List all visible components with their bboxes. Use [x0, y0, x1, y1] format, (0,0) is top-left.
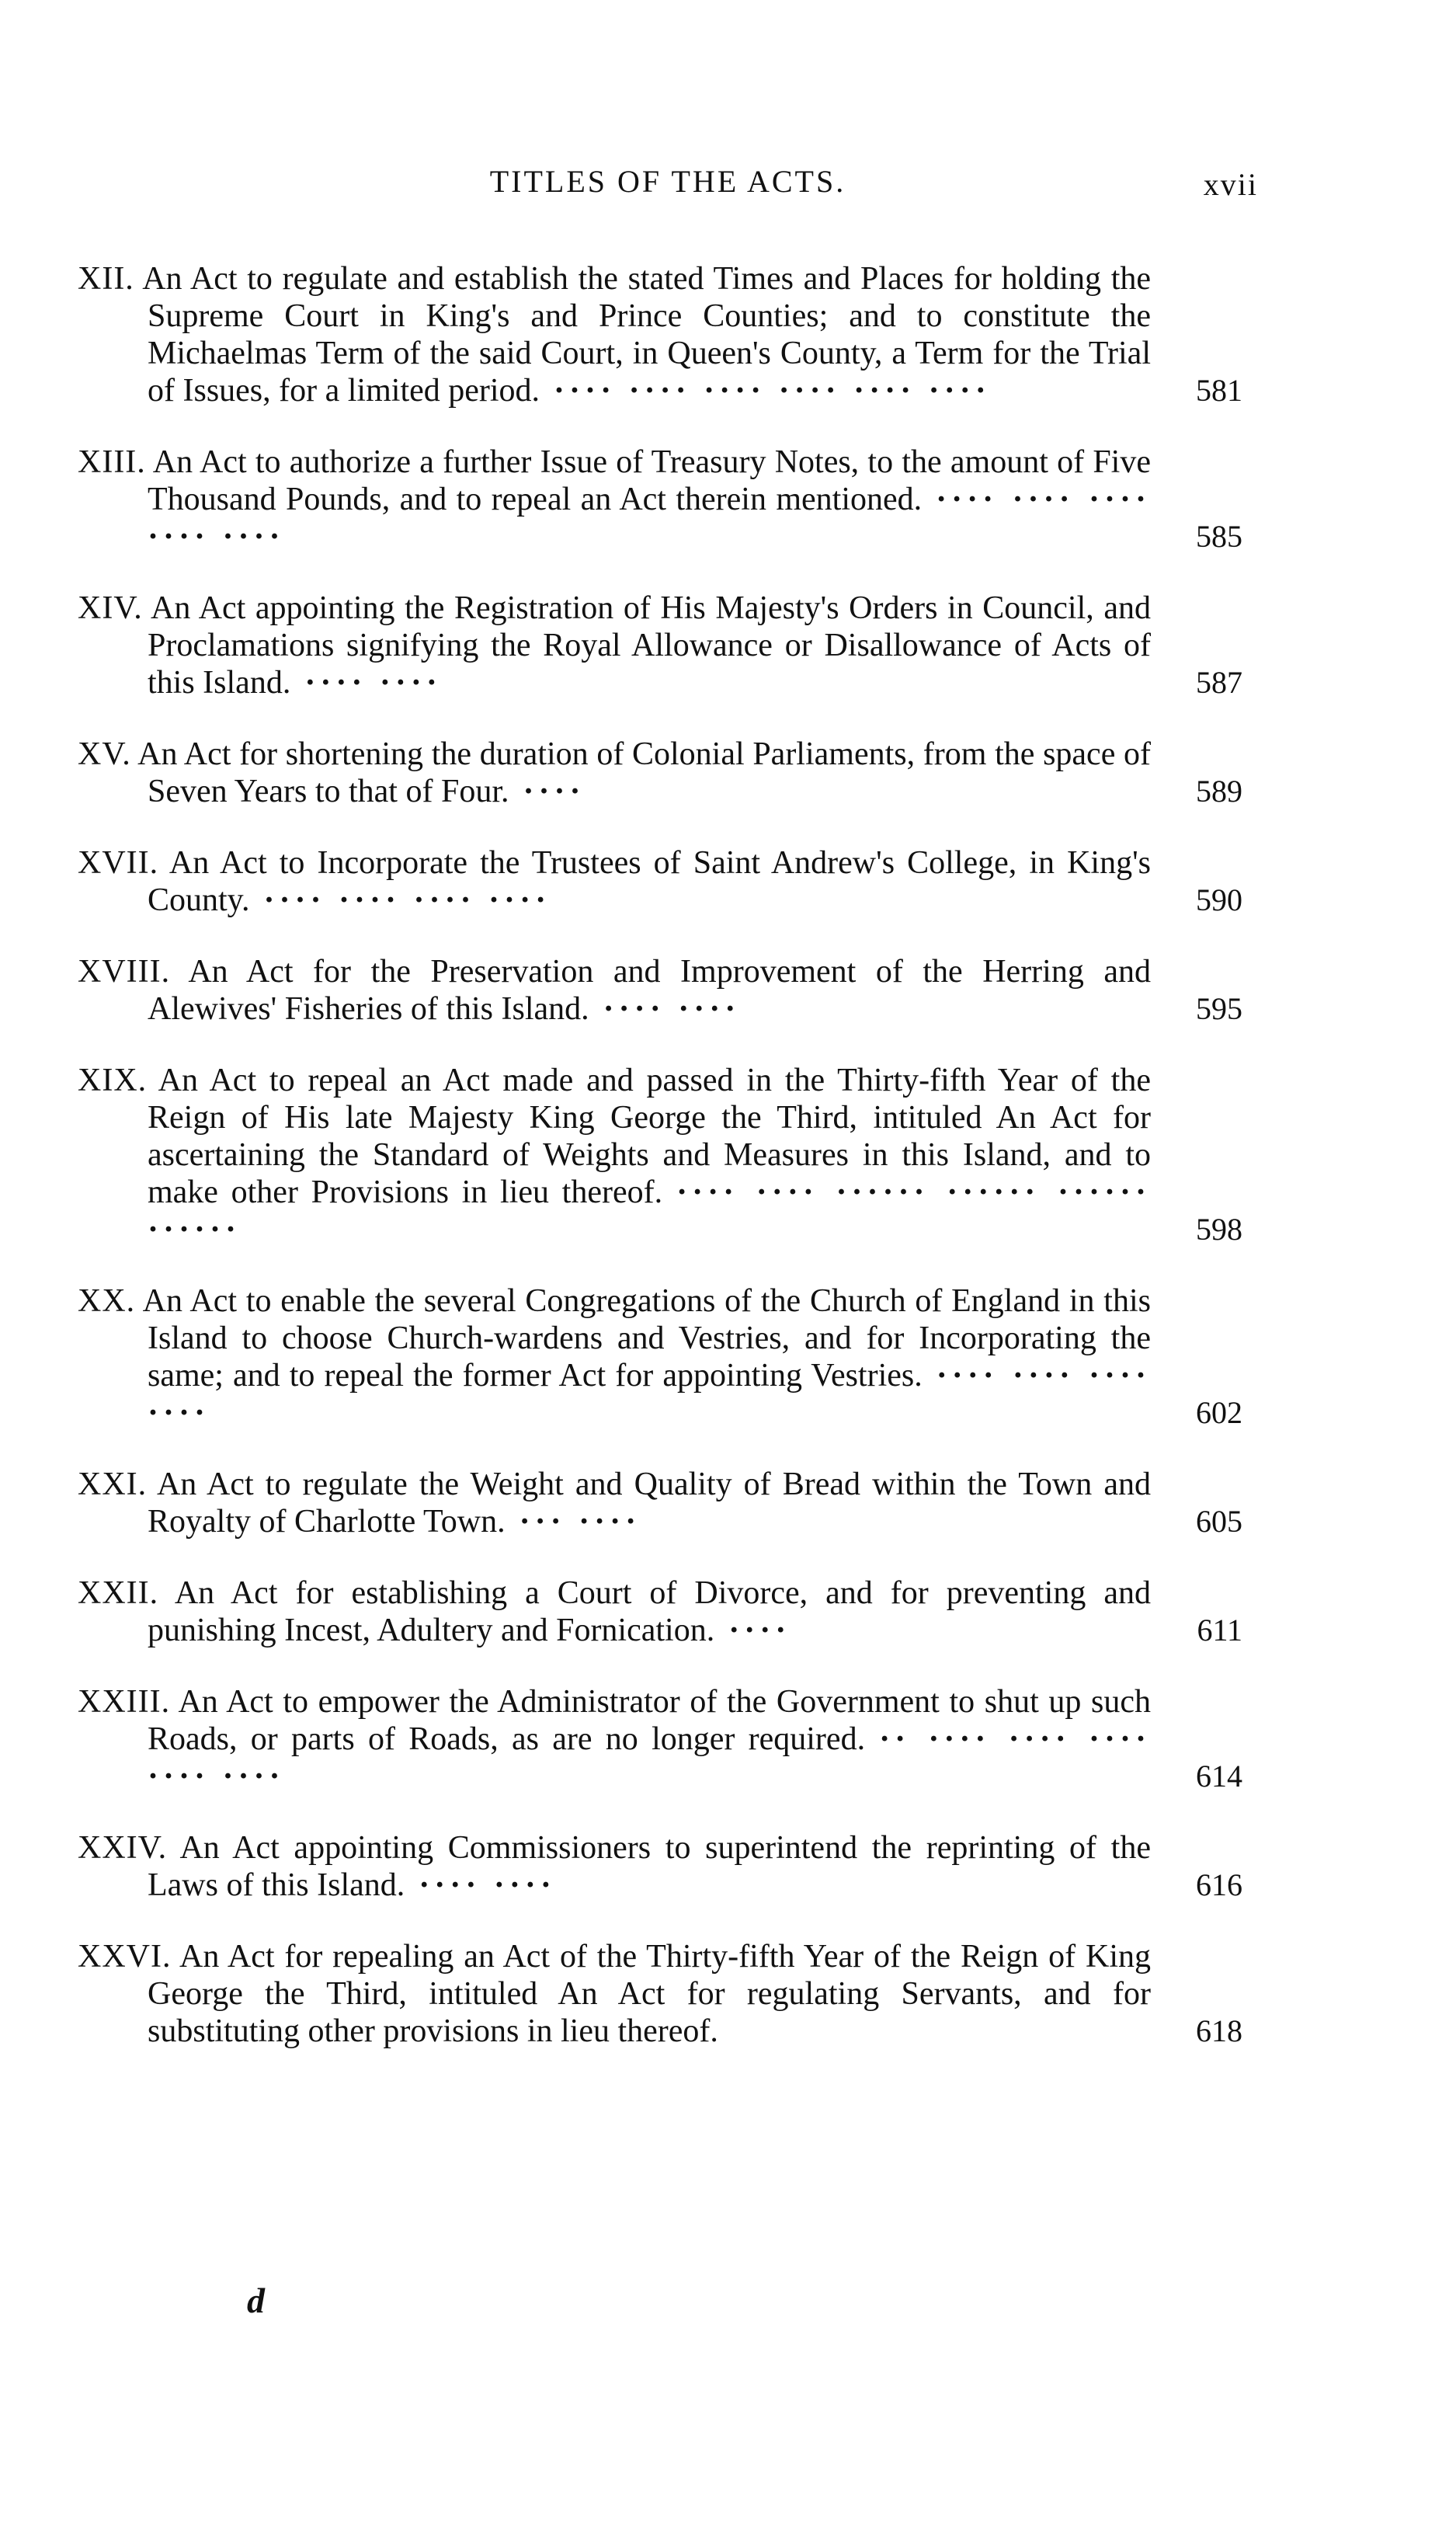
dot-leader: ···· ····	[304, 665, 442, 701]
act-number: XIV.	[78, 590, 143, 626]
act-entry-xvii	[78, 844, 1242, 919]
act-entry-xxiv	[78, 1829, 1242, 1904]
act-page-number: 605	[1196, 1504, 1242, 1539]
act-number: XVIII.	[78, 954, 171, 990]
act-number: XXI.	[78, 1467, 148, 1502]
act-number: XIX.	[78, 1063, 148, 1098]
dot-leader: ···· ···· ···· ····	[148, 1358, 1151, 1431]
act-title: An Act for establishing a Court of Divorce, and for preventing and punishing Incest, Adultery and Fornication.	[148, 1575, 1151, 1648]
dot-leader: ·· ···· ···· ···· ···· ····	[148, 1721, 1151, 1794]
act-number: XXVI.	[78, 1939, 172, 1975]
signature-mark: d	[247, 2281, 265, 2320]
act-entry-xxii	[78, 1574, 1242, 1649]
act-title: An Act to repeal an Act made and passed in the Thirty-fifth Year of the Reign of His late Majesty King George the Third, intituled An Act for ascertaining the Standard of Weights and Measures in this Island, and to make other Provisions in lieu thereof.	[148, 1063, 1151, 1210]
act-page-number: 602	[1196, 1395, 1242, 1430]
act-entry-xxi	[78, 1466, 1242, 1540]
act-page-number: 611	[1197, 1613, 1242, 1648]
dot-leader: ···· ····	[603, 991, 741, 1027]
dot-leader: ···· ···· ···· ···· ····	[148, 482, 1151, 555]
act-title: An Act for repealing an Act of the Thirty-fifth Year of the Reign of King George the Third, intituled An Act for regulating Servants, and for substituting other provisions in lieu thereof.	[148, 1939, 1151, 2049]
act-page-number: 598	[1196, 1212, 1242, 1247]
running-head	[78, 163, 1258, 210]
act-number: XX.	[78, 1283, 136, 1319]
act-page-number: 616	[1196, 1867, 1242, 1902]
act-title: An Act to Incorporate the Trustees of Saint Andrew's College, in King's County.	[148, 845, 1151, 918]
act-page-number: 589	[1196, 774, 1242, 809]
act-number: XXIII.	[78, 1684, 171, 1720]
act-entry-xv	[78, 736, 1242, 810]
act-entry-xx	[78, 1282, 1242, 1432]
act-entry-xxvi	[78, 1938, 1242, 2050]
table-of-acts	[78, 260, 1242, 2050]
act-title: An Act to enable the several Congregations of the Church of England in this Island to choose Church-wardens and Vestries, and for Incorporating the same; and to repeal the former Act for appointing Vestries.	[142, 1283, 1151, 1394]
act-number: XXII.	[78, 1575, 159, 1611]
dot-leader: ···· ····	[419, 1867, 556, 1903]
act-page-number: 618	[1196, 2013, 1242, 2048]
act-entry-xxiii	[78, 1683, 1242, 1795]
act-number: XXIV.	[78, 1830, 168, 1866]
act-title: An Act to authorize a further Issue of Treasury Notes, to the amount of Five Thousand Pounds, and to repeal an Act therein mentioned.	[148, 444, 1151, 517]
act-page-number: 614	[1196, 1759, 1242, 1794]
act-number: XVII.	[78, 845, 159, 881]
dot-leader	[718, 2013, 732, 2049]
act-page-number: 595	[1196, 991, 1242, 1026]
act-number: XIII.	[78, 444, 146, 480]
act-number: XV.	[78, 736, 131, 772]
act-title: An Act to regulate the Weight and Quality of Bread within the Town and Royalty of Charlotte Town.	[148, 1467, 1152, 1540]
act-page-number: 590	[1196, 882, 1242, 917]
act-title: An Act for the Preservation and Improvement of the Herring and Alewives' Fisheries of this Island.	[148, 954, 1151, 1027]
act-entry-xiii	[78, 444, 1242, 555]
act-title: An Act for shortening the duration of Colonial Parliaments, from the space of Seven Years to that of Four.	[137, 736, 1151, 809]
running-title: TITLES OF THE ACTS.	[489, 164, 846, 199]
dot-leader: ···· ···· ···· ···· ···· ····	[554, 373, 991, 409]
act-number: XII.	[78, 261, 134, 297]
act-title: An Act appointing Commissioners to superintend the reprinting of the Laws of this Island.	[148, 1830, 1151, 1903]
act-page-number: 581	[1196, 373, 1242, 408]
act-title: An Act appointing the Registration of His Majesty's Orders in Council, and Proclamations signifying the Royal Allowance or Disallowance of Acts of this Island.	[148, 590, 1151, 701]
act-entry-xix	[78, 1062, 1242, 1248]
dot-leader: ····	[728, 1613, 791, 1648]
act-entry-xiv	[78, 590, 1242, 701]
act-page-number: 587	[1196, 665, 1242, 700]
dot-leader: ···· ···· ······ ······ ······ ······	[148, 1174, 1151, 1247]
dot-leader: ···· ···· ···· ····	[263, 882, 551, 918]
act-page-number: 585	[1196, 519, 1242, 554]
running-page-number: xvii	[1203, 167, 1258, 202]
act-entry-xii	[78, 260, 1242, 409]
act-entry-xviii	[78, 953, 1242, 1028]
act-title: An Act to empower the Administrator of the Government to shut up such Roads, or parts of Roads, as are no longer required.	[148, 1684, 1151, 1757]
dot-leader: ····	[523, 774, 586, 809]
dot-leader: ··· ····	[519, 1504, 641, 1540]
act-title: An Act to regulate and establish the stated Times and Places for holding the Supreme Court in King's and Prince Counties; and to constitute the Michaelmas Term of the said Court, in Queen's County, a Term for the Trial of Issues, for a limited period.	[142, 261, 1152, 409]
